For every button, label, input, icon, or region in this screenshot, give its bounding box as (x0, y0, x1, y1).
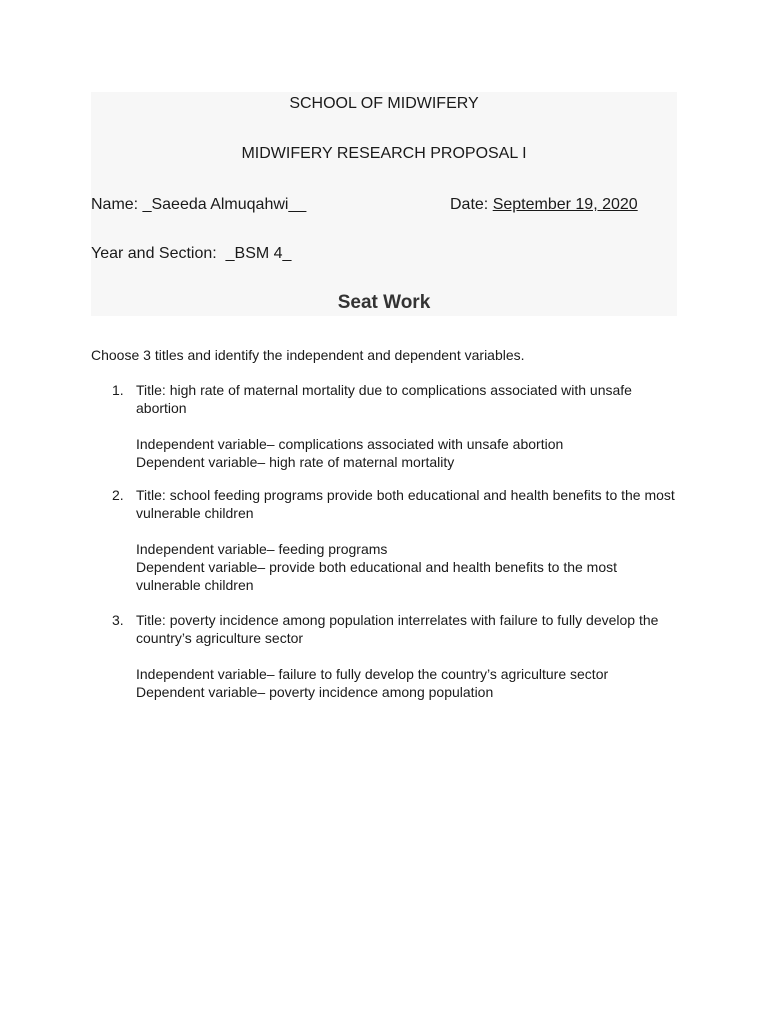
date-label: Date: (450, 196, 493, 213)
seat-work-heading: Seat Work (337, 292, 431, 313)
item-number: 2. (112, 487, 124, 503)
date-field (450, 195, 638, 215)
dependent-variable: Dependent variable– provide both educational and health benefits to the most vulnerable children (136, 559, 618, 593)
independent-variable: Independent variable– complications associated with unsafe abortion (136, 436, 564, 452)
independent-variable: Independent variable– failure to fully develop the country’s agriculture sector (136, 666, 609, 682)
instructions-text: Choose 3 titles and identify the independent and dependent variables. (91, 347, 525, 363)
item-title: Title: school feeding programs provide both educational and health benefits to the most vulnerable children (136, 487, 675, 521)
year-value: _BSM 4_ (225, 245, 292, 262)
name-label: Name: (91, 196, 143, 213)
dependent-variable: Dependent variable– high rate of maternal mortality (136, 454, 455, 470)
list-item (91, 611, 681, 701)
date-value: September 19, 2020 (492, 196, 638, 213)
list-item (91, 486, 681, 594)
name-field (91, 195, 306, 215)
item-title: Title: high rate of maternal mortality due to complications associated with unsafe abortion (136, 382, 632, 416)
course-title: MIDWIFERY RESEARCH PROPOSAL I (241, 145, 527, 162)
year-label: Year and Section: (91, 245, 226, 262)
independent-variable: Independent variable– feeding programs (136, 541, 388, 557)
item-number: 1. (112, 382, 124, 398)
school-name: SCHOOL OF MIDWIFERY (289, 95, 479, 112)
dependent-variable: Dependent variable– poverty incidence among population (136, 684, 494, 700)
item-number: 3. (112, 612, 124, 628)
list-item (91, 381, 681, 471)
item-title: Title: poverty incidence among population interrelates with failure to fully develop the country’s agriculture sector (136, 612, 659, 646)
year-section-field (91, 244, 291, 264)
name-value: _Saeeda Almuqahwi__ (142, 196, 307, 213)
